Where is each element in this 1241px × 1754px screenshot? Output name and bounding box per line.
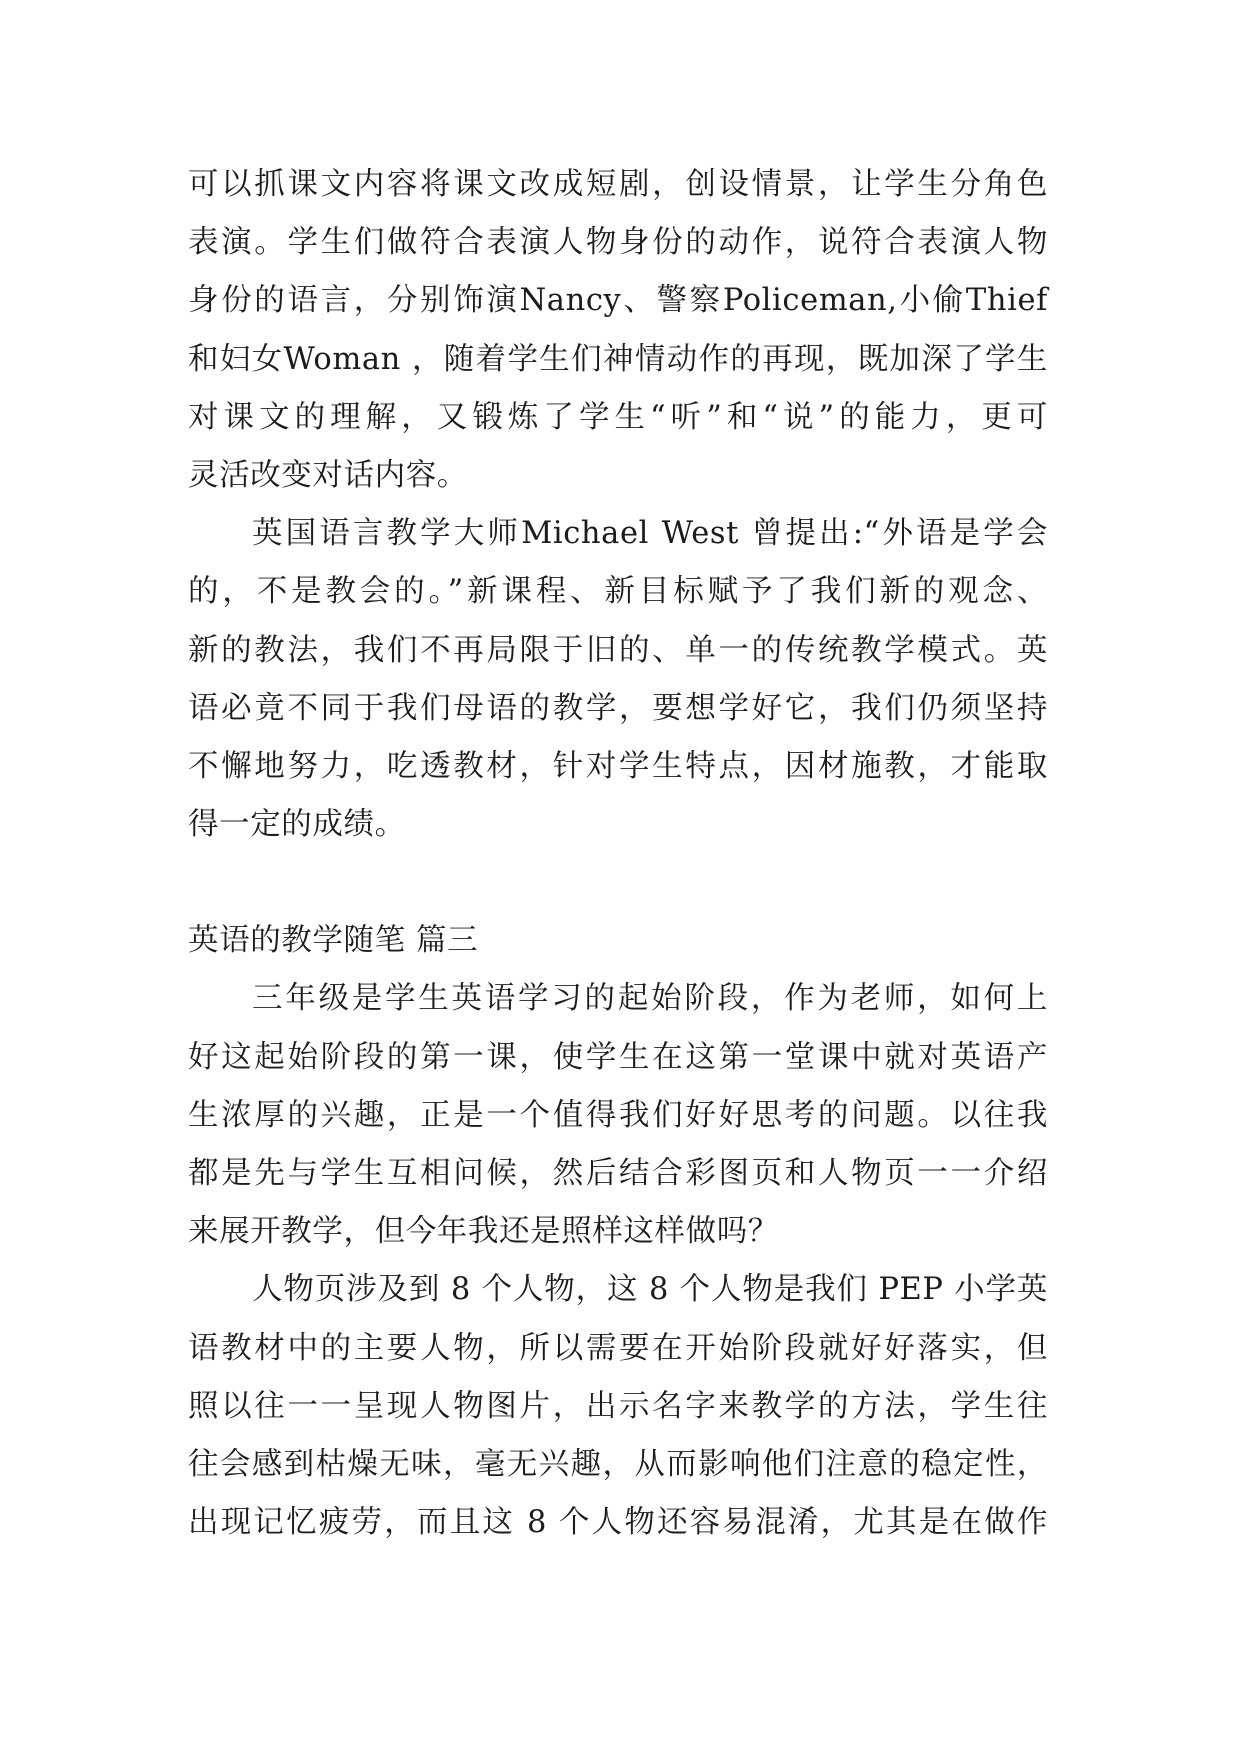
paragraph-2 (188, 505, 1048, 854)
text-line: 三年级是学生英语学习的起始阶段，作为老师，如何上 (252, 981, 1048, 1017)
text-line: 来展开教学，但今年我还是照样这样做吗？ (188, 1214, 779, 1250)
text-line: 可以抓课文内容将课文改成短剧，创设情景，让学生分角色 (188, 167, 1048, 202)
text-line: 生浓厚的兴趣，正是一个值得我们好好思考的问题。以往我 (188, 1097, 1048, 1133)
paragraph-4 (188, 1261, 1048, 1552)
text-line: 对课文的理解，又锻炼了学生“听”和“说”的能力，更可 (188, 399, 1048, 435)
document-body (188, 156, 1048, 1552)
text-line: 灵活改变对话内容。 (188, 457, 468, 493)
text-line: 往会感到枯燥无味，毫无兴趣，从而影响他们注意的稳定性， (188, 1446, 1048, 1482)
paragraph-3 (188, 970, 1048, 1261)
text-line: 语必竟不同于我们母语的教学，要想学好它，我们仍须坚持 (188, 690, 1048, 726)
text-line: 好这起始阶段的第一课，使学生在这第一堂课中就对英语产 (188, 1039, 1048, 1075)
text-line: 人物页涉及到 8 个人物，这 8 个人物是我们 PEP 小学英 (252, 1272, 1048, 1308)
text-line: 新的教法，我们不再局限于旧的、单一的传统教学模式。英 (188, 632, 1048, 668)
text-line: 语教材中的主要人物，所以需要在开始阶段就好好落实，但 (188, 1330, 1048, 1366)
paragraph-1 (188, 156, 1048, 505)
text-line: 身份的语言，分别饰演Nancy、警察Policeman,小偷Thief (188, 283, 1048, 319)
section-title: 英语的教学随笔 篇三 (188, 923, 479, 959)
text-line: 照以往一一呈现人物图片，出示名字来教学的方法，学生往 (188, 1388, 1048, 1424)
text-line: 和妇女Woman ，随着学生们神情动作的再现，既加深了学生 (188, 341, 1048, 377)
text-line: 英国语言教学大师Michael West 曾提出:“外语是学会 (252, 516, 1048, 552)
text-line: 表演。学生们做符合表演人物身份的动作，说符合表演人物 (188, 225, 1048, 261)
text-line: 都是先与学生互相问候，然后结合彩图页和人物页一一介绍 (188, 1156, 1048, 1191)
text-line: 出现记忆疲劳，而且这 8 个人物还容易混淆，尤其是在做作 (188, 1505, 1048, 1541)
text-line: 不懈地努力，吃透教材，针对学生特点，因材施教，才能取 (188, 748, 1048, 784)
text-line: 得一定的成绩。 (188, 807, 406, 843)
text-line: 的，不是教会的。”新课程、新目标赋予了我们新的观念、 (188, 574, 1048, 610)
